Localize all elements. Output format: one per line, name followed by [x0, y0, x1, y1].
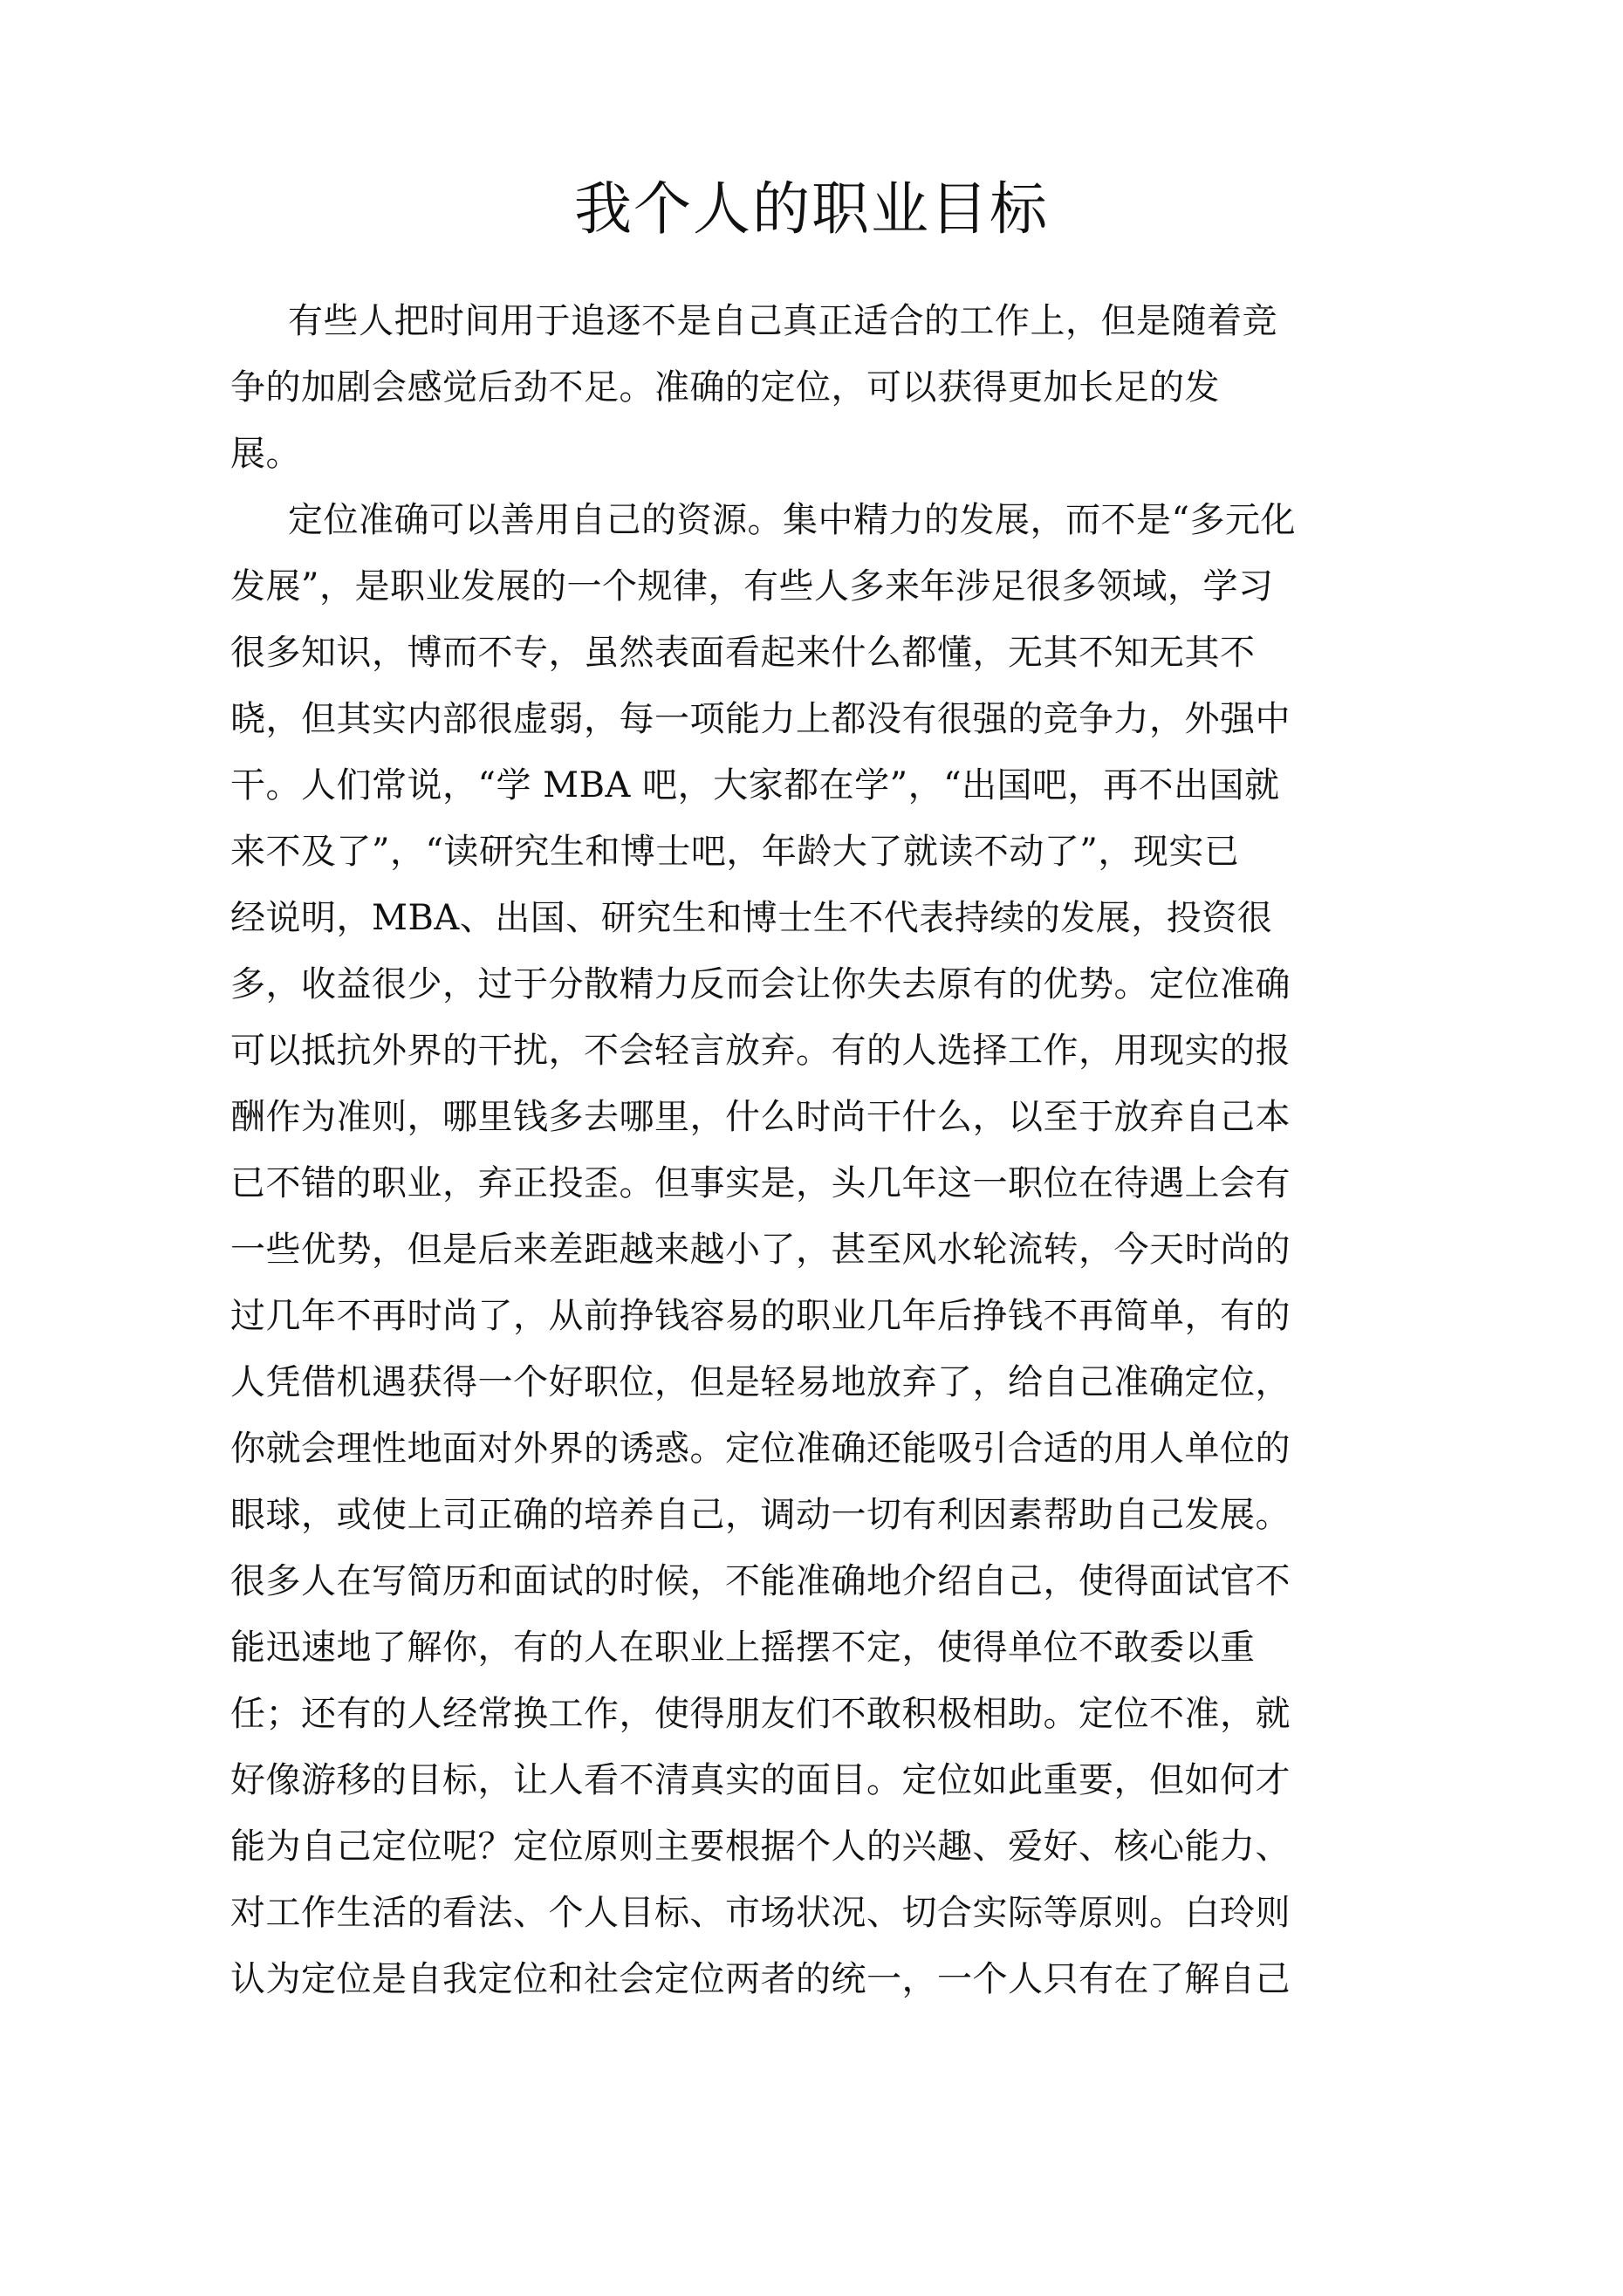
- text-line: 眼球，或使上司正确的培养自己，调动一切有利因素帮助自己发展。: [230, 1495, 1291, 1535]
- text-line: 可以抵抗外界的干扰，不会轻言放弃。有的人选择工作，用现实的报: [230, 1031, 1291, 1071]
- text-line: 干。人们常说，“学 MBA 吧，大家都在学”，“出国吧，再不出国就: [230, 765, 1280, 805]
- text-line: 能为自己定位呢？定位原则主要根据个人的兴趣、爱好、核心能力、: [230, 1827, 1291, 1867]
- text-line: 有些人把时间用于追逐不是自己真正适合的工作上，但是随着竞: [288, 301, 1277, 341]
- document-body: [230, 288, 1426, 2012]
- text-line: 能迅速地了解你，有的人在职业上摇摆不定，使得单位不敢委以重: [230, 1628, 1256, 1668]
- text-line: 人凭借机遇获得一个好职位，但是轻易地放弃了，给自己准确定位，: [230, 1362, 1291, 1402]
- text-line: 争的加剧会感觉后劲不足。准确的定位，可以获得更加长足的发: [230, 367, 1220, 408]
- document-title: 我个人的职业目标: [574, 175, 1049, 243]
- text-line: 多，收益很少，过于分散精力反而会让你失去原有的优势。定位准确: [230, 964, 1291, 1004]
- text-line: 展。: [230, 434, 301, 474]
- text-line: 发展”，是职业发展的一个规律，有些人多来年涉足很多领域，学习: [230, 566, 1274, 607]
- paragraph: [230, 487, 1426, 2012]
- text-line: 很多人在写简历和面试的时候，不能准确地介绍自己，使得面试官不: [230, 1561, 1291, 1601]
- text-line: 已不错的职业，弃正投歪。但事实是，头几年这一职位在待遇上会有: [230, 1163, 1291, 1203]
- text-line: 来不及了”，“读研究生和博士吧，年龄大了就读不动了”，现实已: [230, 832, 1240, 872]
- text-line: 晓，但其实内部很虚弱，每一项能力上都没有很强的竞争力，外强中: [230, 699, 1291, 739]
- text-line: 一些优势，但是后来差距越来越小了，甚至风水轮流转，今天时尚的: [230, 1230, 1291, 1270]
- text-line: 认为定位是自我定位和社会定位两者的统一，一个人只有在了解自己: [230, 1959, 1291, 1999]
- text-line: 你就会理性地面对外界的诱惑。定位准确还能吸引合适的用人单位的: [230, 1429, 1291, 1469]
- text-line: 酬作为准则，哪里钱多去哪里，什么时尚干什么，以至于放弃自己本: [230, 1097, 1291, 1137]
- text-line: 过几年不再时尚了，从前挣钱容易的职业几年后挣钱不再简单，有的: [230, 1296, 1291, 1336]
- text-line: 经说明，MBA、出国、研究生和博士生不代表持续的发展，投资很: [230, 898, 1273, 938]
- paragraph: [230, 288, 1426, 487]
- text-line: 好像游移的目标，让人看不清真实的面目。定位如此重要，但如何才: [230, 1760, 1291, 1800]
- text-line: 任；还有的人经常换工作，使得朋友们不敢积极相助。定位不准，就: [230, 1694, 1291, 1734]
- text-line: 定位准确可以善用自己的资源。集中精力的发展，而不是“多元化: [288, 500, 1296, 540]
- text-line: 很多知识，博而不专，虽然表面看起来什么都懂，无其不知无其不: [230, 633, 1256, 673]
- text-line: 对工作生活的看法、个人目标、市场状况、切合实际等原则。白玲则: [230, 1893, 1291, 1933]
